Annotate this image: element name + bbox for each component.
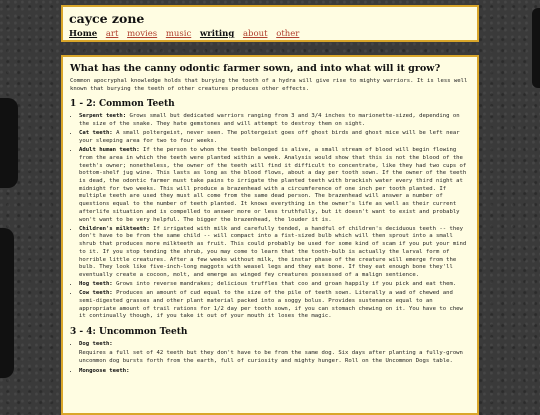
background-shape xyxy=(0,228,14,378)
item-text: Grows into reverse mandrakes; delicious truffles that coo and groan happily if you pick and eat them. xyxy=(116,281,457,288)
item-term: Adult human teeth: xyxy=(79,147,140,154)
item-term: Cow teeth: xyxy=(79,290,113,297)
item-text: If the person to whom the teeth belonged is alive, a small stream of blood will begin flowing from the area in which the teeth were planted within a week. Analysis would show that this is not the blood of the teeth's owner; nonetheless, the owner of the teeth will find it difficult to concentrate, like they had two cups of bottom-shelf jug wine. This lasts as long as the blood flows, about a day per tooth sown. If the owner of the teeth is dead, the odontic farmer must take pains to irrigate the planted teeth with brackish water every third night at midnight for two weeks. This will produce a brazenhead with a circumference of one inch per tooth planted. If multiple teeth are used they must all come from the same dead person. The brazenhead will answer a number of questions equal to the number of teeth planted. It knows everything in the owner's life as well as their current afterlife situation and is compelled to answer more or less truthfully, but it doesn't want to exist and probably won't want to be very helpful. The bigger the brazenhead, the louder it is. xyxy=(79,147,467,223)
article-title: What has the canny odontic farmer sown, and into what will it grow? xyxy=(70,63,441,74)
item-text: If irrigated with milk and carefully tended, a handful of children's deciduous teeth -- they don't have to be from the same child -- will compact into a fist-sized bulb which will then sprout into a small shrub that produces more milkteeth as fruit. This could probably be used for some kind of scam if you put your mind to it. If you stop tending the shrub, you may come to learn that the tooth-bulb is actually the larval form of horrible little creatures. After a few weeks without milk, the instar phase of the creature will emerge from the bulb. They look like five-inch-long maggots with weasel legs and they eat bone. If they eat enough bone they'll eventually create a cocoon, molt, and emerge as winged fey creatures possessed of a malign sentience. xyxy=(79,225,467,278)
teeth-list xyxy=(70,113,470,321)
background-shape xyxy=(532,8,540,88)
nav-art[interactable]: art xyxy=(105,29,119,39)
list-item xyxy=(79,226,470,280)
article-content xyxy=(61,55,479,415)
site-title: cayce zone xyxy=(69,11,145,26)
list-item xyxy=(79,341,470,365)
nav-home[interactable]: Home xyxy=(69,29,98,39)
list-item xyxy=(79,147,470,224)
item-text: Produces an amount of cud equal to the size of the pile of teeth sown. Literally a wad of chewed and semi-digested grasses and other plant material packed into a soggy bolus. Provides sustenance equal to an appropriate amount of trail rations for 1/2 day per tooth sown, if you can stomach chewing on it. You have to chew it continually though, if you take it out of your mouth it loses the magic. xyxy=(79,290,463,320)
nav-music[interactable]: music xyxy=(165,29,192,39)
main-nav xyxy=(69,29,471,39)
list-item xyxy=(79,130,470,145)
item-term: Mongoose teeth: xyxy=(79,368,130,375)
item-text: Grows small but dedicated warriors ranging from 3 and 3/4 inches to marionette-sized, depending on the size of the snake. They hate gemstones and will attempt to destroy them on sight. xyxy=(79,113,460,128)
nav-other[interactable]: other xyxy=(276,29,300,39)
item-text: Requires a full set of 42 teeth but they don't have to be from the same dog. Six days after planting a fully-grown uncommon dog bursts forth from the earth, full of curiosity and mighty hunger. Roll on the Uncommon Dogs table. xyxy=(79,349,463,364)
item-term: Cat teeth: xyxy=(79,130,113,137)
article-intro: Common apocryphal knowledge holds that burying the tooth of a hydra will give rise to mighty warriors. It is less well known that burying the teeth of other creatures produces other effects. xyxy=(70,78,468,92)
teeth-list xyxy=(70,341,470,376)
site-header xyxy=(61,5,479,42)
section-heading: 3 - 4: Uncommon Teeth xyxy=(70,327,188,338)
item-term: Hog teeth: xyxy=(79,281,113,288)
list-item xyxy=(79,281,470,289)
nav-movies[interactable]: movies xyxy=(127,29,158,39)
nav-writing[interactable]: writing xyxy=(199,29,235,39)
background-shape xyxy=(0,98,18,188)
nav-about[interactable]: about xyxy=(242,29,268,39)
section-heading: 1 - 2: Common Teeth xyxy=(70,99,175,110)
item-term: Dog teeth: xyxy=(79,341,113,348)
item-term: Serpent teeth: xyxy=(79,113,127,120)
list-item xyxy=(79,368,470,376)
list-item xyxy=(79,113,470,128)
list-item xyxy=(79,290,470,321)
item-term: Children's milkteeth: xyxy=(79,225,150,232)
item-text: A small poltergeist, never seen. The poltergeist goes off ghost birds and ghost mice will be left near your sleeping area for two to four weeks. xyxy=(79,130,460,145)
